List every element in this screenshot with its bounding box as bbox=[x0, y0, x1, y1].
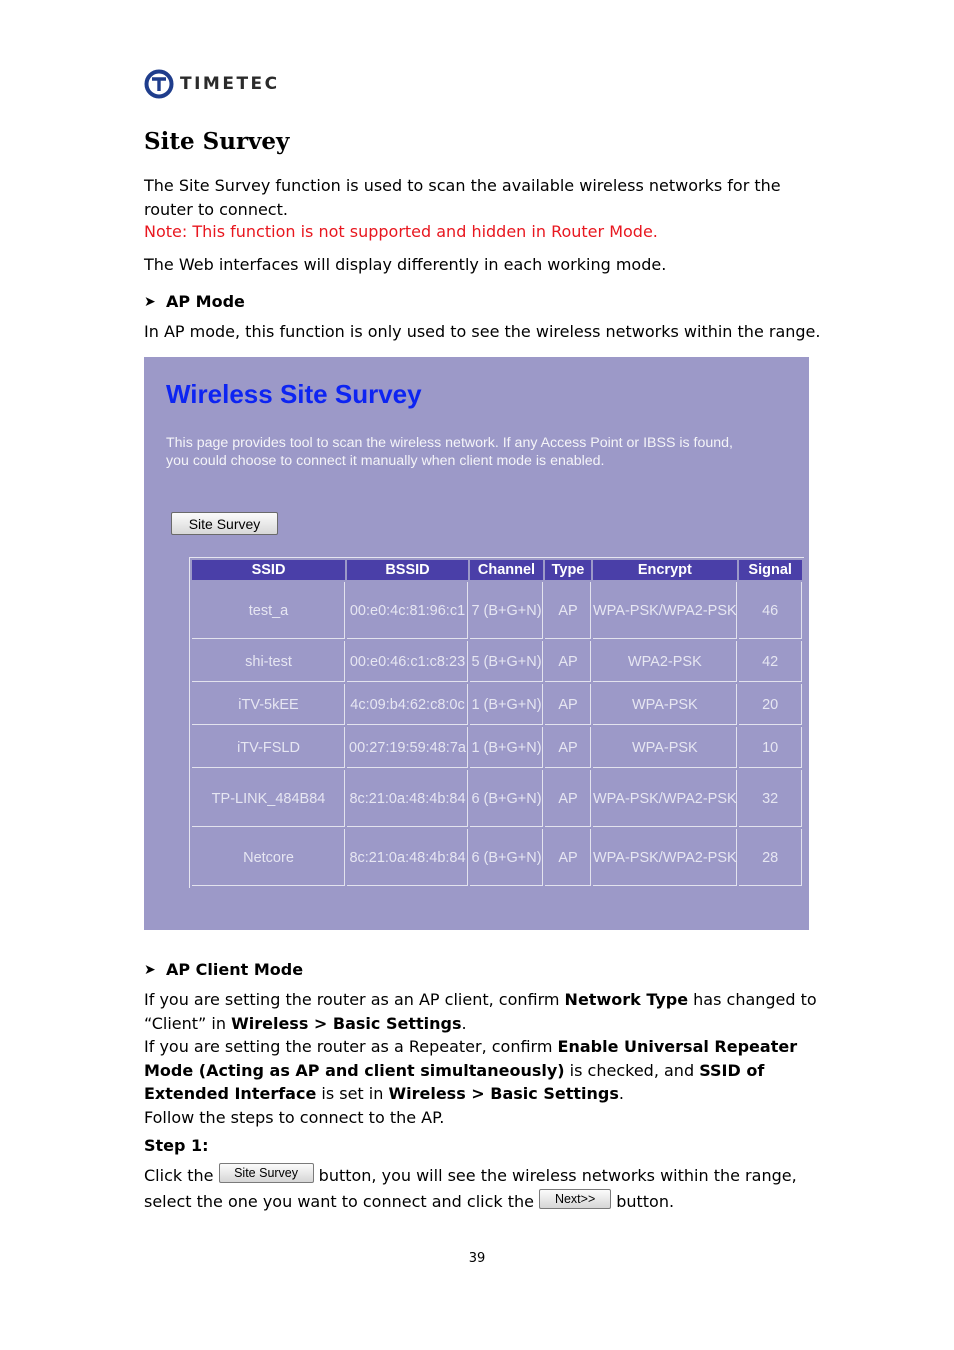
signal-cell: 46 bbox=[739, 582, 802, 639]
table-row[interactable] bbox=[192, 582, 802, 639]
table-header-row bbox=[192, 560, 802, 580]
ssid-cell: iTV-5kEE bbox=[192, 684, 345, 725]
text-span: has changed to “Client” in bbox=[144, 990, 817, 1033]
bssid-cell: 4c:09:b4:62:c8:0c bbox=[347, 684, 468, 725]
col-channel: Channel bbox=[470, 560, 543, 580]
display-note: The Web interfaces will display differently in each working mode. bbox=[144, 255, 667, 274]
client-paragraph bbox=[144, 988, 824, 1035]
ap-mode-heading bbox=[144, 292, 245, 311]
step-1-text bbox=[144, 1163, 834, 1215]
col-ssid: SSID bbox=[192, 560, 345, 580]
channel-cell: 1 (B+G+N) bbox=[470, 684, 543, 725]
table-row[interactable] bbox=[192, 684, 802, 725]
router-mode-note: Note: This function is not supported and hidden in Router Mode. bbox=[144, 222, 658, 241]
text-span: button. bbox=[616, 1192, 675, 1211]
table-row[interactable] bbox=[192, 641, 802, 682]
text-span: If you are setting the router as a Repeater, confirm bbox=[144, 1037, 558, 1056]
site-survey-inline-button[interactable]: Site Survey bbox=[219, 1163, 314, 1183]
step-1-label: Step 1: bbox=[144, 1136, 209, 1155]
network-type-label: Network Type bbox=[564, 990, 689, 1009]
table-row[interactable] bbox=[192, 829, 802, 886]
signal-cell: 42 bbox=[739, 641, 802, 682]
table-row[interactable] bbox=[192, 770, 802, 827]
timetec-logo bbox=[144, 68, 280, 100]
ssid-cell: test_a bbox=[192, 582, 345, 639]
arrow-bullet-icon: ➤ bbox=[144, 293, 156, 310]
text-span: Click the bbox=[144, 1166, 214, 1185]
bssid-cell: 8c:21:0a:48:4b:84 bbox=[347, 770, 468, 827]
bssid-cell: 00:e0:46:c1:c8:23 bbox=[347, 641, 468, 682]
text-span: is set in bbox=[316, 1084, 389, 1103]
text-span: . bbox=[618, 1084, 624, 1103]
site-survey-button[interactable]: Site Survey bbox=[171, 512, 278, 535]
type-cell: AP bbox=[545, 727, 591, 768]
channel-cell: 5 (B+G+N) bbox=[470, 641, 543, 682]
ssid-extended-label: SSID of Extended Interface bbox=[144, 1060, 765, 1103]
encrypt-cell: WPA-PSK/WPA2-PSK bbox=[593, 582, 737, 639]
page-number: 39 bbox=[468, 1251, 486, 1266]
encrypt-cell: WPA-PSK bbox=[593, 684, 737, 725]
signal-cell: 28 bbox=[739, 829, 802, 886]
encrypt-cell: WPA-PSK bbox=[593, 727, 737, 768]
ssid-cell: Netcore bbox=[192, 829, 345, 886]
survey-table bbox=[189, 557, 804, 888]
next-inline-button[interactable]: Next>> bbox=[539, 1189, 611, 1209]
signal-cell: 10 bbox=[739, 727, 802, 768]
intro-paragraph: The Site Survey function is used to scan the available wireless networks for the router to connect. bbox=[144, 176, 781, 219]
wireless-basic-settings-label: Wireless > Basic Settings bbox=[388, 1084, 619, 1103]
channel-cell: 7 (B+G+N) bbox=[470, 582, 543, 639]
wireless-site-survey-title: Wireless Site Survey bbox=[166, 379, 422, 409]
type-cell: AP bbox=[545, 684, 591, 725]
encrypt-cell: WPA2-PSK bbox=[593, 641, 737, 682]
timetec-logo-icon bbox=[144, 69, 174, 99]
client-mode-heading bbox=[144, 960, 303, 979]
type-cell: AP bbox=[545, 829, 591, 886]
text-span: button, you will see the wireless networks within the range, select the one you want to connect and click the bbox=[144, 1166, 797, 1211]
ap-mode-text: In AP mode, this function is only used to see the wireless networks within the range. bbox=[144, 322, 821, 341]
ap-mode-title: AP Mode bbox=[166, 292, 245, 311]
type-cell: AP bbox=[545, 641, 591, 682]
logo-text: TIMETEC bbox=[180, 74, 280, 94]
page-title: Site Survey bbox=[144, 128, 290, 155]
channel-cell: 1 (B+G+N) bbox=[470, 727, 543, 768]
col-encrypt: Encrypt bbox=[593, 560, 737, 580]
bssid-cell: 00:e0:4c:81:96:c1 bbox=[347, 582, 468, 639]
repeater-paragraph bbox=[144, 1035, 814, 1106]
ssid-cell: shi-test bbox=[192, 641, 345, 682]
col-bssid: BSSID bbox=[347, 560, 468, 580]
signal-cell: 20 bbox=[739, 684, 802, 725]
encrypt-cell: WPA-PSK/WPA2-PSK bbox=[593, 829, 737, 886]
wireless-site-survey-description: This page provides tool to scan the wireless network. If any Access Point or IBSS is found, you could choose to connect it manually when client mode is enabled. bbox=[166, 435, 733, 469]
bssid-cell: 8c:21:0a:48:4b:84 bbox=[347, 829, 468, 886]
type-cell: AP bbox=[545, 582, 591, 639]
col-signal: Signal bbox=[739, 560, 802, 580]
client-mode-title: AP Client Mode bbox=[166, 960, 304, 979]
ssid-cell: iTV-FSLD bbox=[192, 727, 345, 768]
signal-cell: 32 bbox=[739, 770, 802, 827]
col-type: Type bbox=[545, 560, 591, 580]
bssid-cell: 00:27:19:59:48:7a bbox=[347, 727, 468, 768]
table-row[interactable] bbox=[192, 727, 802, 768]
channel-cell: 6 (B+G+N) bbox=[470, 829, 543, 886]
channel-cell: 6 (B+G+N) bbox=[470, 770, 543, 827]
encrypt-cell: WPA-PSK/WPA2-PSK bbox=[593, 770, 737, 827]
ssid-cell: TP-LINK_484B84 bbox=[192, 770, 345, 827]
repeater-mode-label: Enable Universal Repeater Mode (Acting as AP and client simultaneously) bbox=[144, 1037, 798, 1080]
type-cell: AP bbox=[545, 770, 591, 827]
arrow-bullet-icon: ➤ bbox=[144, 961, 156, 978]
text-span: is checked, and bbox=[564, 1060, 700, 1080]
wireless-basic-settings-label: Wireless > Basic Settings bbox=[231, 1013, 462, 1033]
text-span: . bbox=[461, 1013, 467, 1033]
text-span: If you are setting the router as an AP client, confirm bbox=[144, 990, 565, 1009]
site-survey-screenshot bbox=[144, 357, 809, 930]
follow-steps-text: Follow the steps to connect to the AP. bbox=[144, 1108, 445, 1127]
